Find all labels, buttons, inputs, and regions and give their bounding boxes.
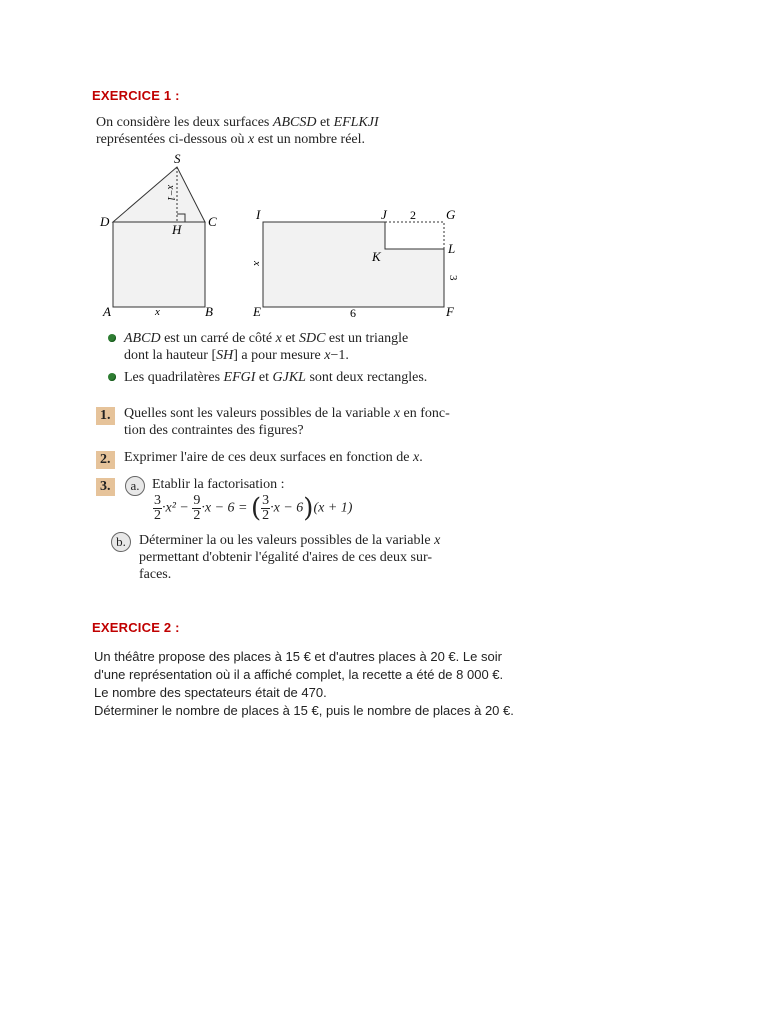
figure-eflkji — [251, 207, 459, 320]
fraction-3-2: $\frac{3}{2}$ — [154, 493, 161, 523]
point-g-label: G — [446, 207, 456, 222]
geometry-figures — [0, 145, 480, 325]
intro-line1: On considère les deux surfaces ABCSD et EFLKJI — [96, 115, 379, 130]
point-c-label: C — [208, 214, 217, 229]
height-label: x−1 — [165, 185, 176, 202]
question-3b-text: Déterminer la ou les valeurs possibles de la variable x permettant d'obtenir l'égalité d'aires de ces deux sur- faces. — [139, 533, 441, 582]
point-j-label: J — [381, 207, 387, 222]
length-x-label: x — [251, 261, 263, 266]
side-x-label: x — [155, 306, 160, 318]
bullet-quadrilaterals: Les quadrilatères EFGI et GJKL sont deux rectangles. — [108, 369, 488, 386]
point-i-label: I — [256, 207, 261, 222]
point-h-label: H — [172, 222, 182, 237]
exercise2-line-2: d'une représentation où il a affiché complet, la recette a été de 8 000 €. — [94, 667, 504, 682]
question-3a-text: Etablir la factorisation : — [152, 477, 285, 492]
question-2-number: 2. — [96, 448, 115, 469]
exercise2-text — [94, 648, 554, 720]
question-3a-label: a. — [125, 475, 145, 496]
point-d-label: D — [100, 214, 110, 229]
question-1-text: Quelles sont les valeurs possibles de la variable x en fonc- tion des contraintes des figures? — [124, 406, 450, 438]
fraction-9-2: $\frac{9}{2}$ — [193, 493, 201, 523]
question-2-text: Exprimer l'aire de ces deux surfaces en fonction de x. — [124, 450, 423, 465]
question-1-number: 1. — [96, 404, 115, 425]
point-k-label: K — [372, 249, 381, 264]
length-6-label: 6 — [350, 306, 356, 320]
question-3b-label: b. — [111, 531, 131, 552]
point-b-label: B — [205, 304, 213, 319]
point-l-label: L — [448, 241, 456, 256]
exercise1-title: EXERCICE 1 : — [92, 88, 180, 103]
point-a-label: A — [103, 304, 111, 319]
exercise1-intro — [96, 114, 496, 148]
bullet-icon — [108, 373, 116, 381]
point-s-label: S — [174, 151, 181, 166]
point-e-label: E — [253, 304, 261, 319]
factorisation-equation: $\frac{3}{2}$ ·x² − $\frac{9}{2}$ ·x − 6 = ( $\frac{3}{2}$ ·x − 6)(x + 1) — [154, 493, 353, 524]
exercise2-title: EXERCICE 2 : — [92, 620, 180, 635]
exercise2-line-4: Déterminer le nombre de places à 15 €, puis le nombre de places à 20 €. — [94, 703, 514, 718]
intro-line2: représentées ci-dessous où x est un nombre réel. — [96, 132, 366, 147]
length-2-label: 2 — [410, 208, 416, 222]
exercise2-line-3: Le nombre des spectateurs était de 470. — [94, 685, 327, 700]
point-f-label: F — [446, 304, 454, 319]
question-3-number: 3. — [96, 475, 115, 496]
bullet-square-triangle: ABCD est un carré de côté x et SDC est un triangle dont la hauteur [SH] a pour mesure x−1. — [108, 330, 488, 364]
bullet-icon — [108, 334, 116, 342]
exercise2-line-1: Un théâtre propose des places à 15 € et d'autres places à 20 €. Le soir — [94, 649, 502, 664]
length-3-label: 3 — [447, 275, 459, 281]
figure-abcsd — [99, 151, 217, 319]
fraction-3-2-b: $\frac{3}{2}$ — [262, 493, 270, 523]
